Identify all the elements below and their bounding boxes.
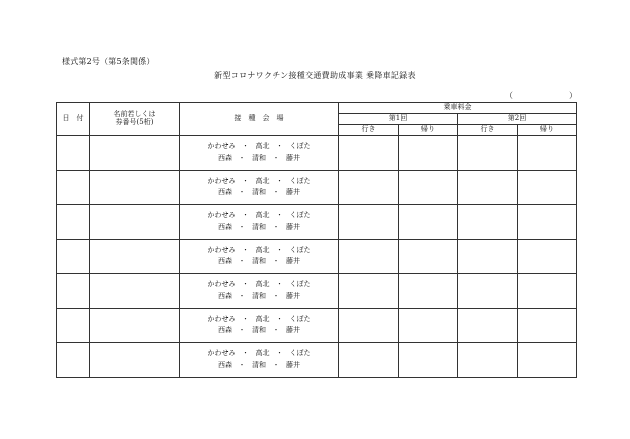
header-trip2: 第2回 bbox=[458, 114, 577, 125]
venue-separator: ・ bbox=[272, 188, 280, 197]
venue-name: くぼた bbox=[289, 314, 311, 323]
venue-cell bbox=[180, 136, 339, 171]
venue-name: 西森 bbox=[218, 153, 232, 162]
venue-line2 bbox=[180, 327, 338, 335]
trip1-return-cell[interactable] bbox=[399, 308, 458, 343]
venue-separator: ・ bbox=[242, 142, 249, 151]
table-row bbox=[57, 170, 577, 205]
header-venue: 接 種 会 場 bbox=[180, 103, 339, 136]
trip1-outbound-cell[interactable] bbox=[339, 274, 399, 309]
venue-name: くぼた bbox=[289, 349, 311, 358]
header-name-line2: 券番号(5桁) bbox=[115, 118, 154, 126]
venue-name: くぼた bbox=[289, 280, 311, 289]
trip1-return-cell[interactable] bbox=[399, 136, 458, 171]
header-name bbox=[90, 103, 180, 136]
trip2-return-cell[interactable] bbox=[518, 239, 577, 274]
venue-line2 bbox=[180, 258, 338, 266]
venue-name: くぼた bbox=[289, 211, 311, 220]
trip2-return-cell[interactable] bbox=[518, 274, 577, 309]
venue-separator: ・ bbox=[242, 280, 249, 289]
venue-separator: ・ bbox=[276, 314, 283, 323]
header-fare: 乗車料金 bbox=[339, 103, 577, 114]
venue-name: 藤井 bbox=[286, 222, 300, 231]
table-row bbox=[57, 274, 577, 309]
venue-separator: ・ bbox=[238, 326, 246, 335]
name-cell[interactable] bbox=[90, 170, 180, 205]
venue-name: 清和 bbox=[252, 188, 266, 197]
paren-field bbox=[505, 90, 577, 101]
venue-separator: ・ bbox=[242, 176, 249, 185]
venue-separator: ・ bbox=[238, 257, 246, 266]
name-cell[interactable] bbox=[90, 274, 180, 309]
trip1-outbound-cell[interactable] bbox=[339, 239, 399, 274]
venue-name: 藤井 bbox=[286, 188, 300, 197]
table-row bbox=[57, 239, 577, 274]
venue-separator: ・ bbox=[242, 245, 249, 254]
venue-cell bbox=[180, 343, 339, 378]
header-name-line1: 名前若しくは bbox=[113, 110, 156, 119]
venue-separator: ・ bbox=[272, 153, 280, 162]
venue-separator: ・ bbox=[272, 360, 280, 369]
venue-line2 bbox=[180, 224, 338, 232]
trip1-return-cell[interactable] bbox=[399, 274, 458, 309]
venue-line1 bbox=[180, 143, 338, 151]
venue-line1 bbox=[180, 316, 338, 324]
venue-separator: ・ bbox=[238, 222, 246, 231]
trip1-return-cell[interactable] bbox=[399, 170, 458, 205]
venue-separator: ・ bbox=[276, 142, 283, 151]
form-id: 様式第2号（第5条関係） bbox=[62, 57, 155, 66]
trip2-outbound-cell[interactable] bbox=[458, 170, 518, 205]
name-cell[interactable] bbox=[90, 136, 180, 171]
venue-cell bbox=[180, 308, 339, 343]
venue-name: 西森 bbox=[218, 291, 232, 300]
venue-name: 藤井 bbox=[286, 291, 300, 300]
venue-name: 藤井 bbox=[286, 257, 300, 266]
table-row bbox=[57, 343, 577, 378]
venue-separator: ・ bbox=[276, 245, 283, 254]
venue-name: 西森 bbox=[218, 257, 232, 266]
name-cell[interactable] bbox=[90, 343, 180, 378]
trip2-outbound-cell[interactable] bbox=[458, 274, 518, 309]
venue-name: かわせみ bbox=[207, 280, 236, 289]
venue-line2 bbox=[180, 155, 338, 163]
trip2-outbound-cell[interactable] bbox=[458, 205, 518, 240]
header-trip2-return: 帰り bbox=[518, 125, 577, 136]
venue-name: 西森 bbox=[218, 222, 232, 231]
venue-name: 藤井 bbox=[286, 360, 300, 369]
table-row bbox=[57, 136, 577, 171]
venue-name: かわせみ bbox=[207, 142, 236, 151]
date-cell[interactable] bbox=[57, 239, 90, 274]
trip1-return-cell[interactable] bbox=[399, 205, 458, 240]
trip2-outbound-cell[interactable] bbox=[458, 239, 518, 274]
venue-name: 清和 bbox=[252, 326, 266, 335]
venue-cell bbox=[180, 170, 339, 205]
date-cell[interactable] bbox=[57, 308, 90, 343]
trip2-return-cell[interactable] bbox=[518, 308, 577, 343]
venue-name: かわせみ bbox=[207, 211, 236, 220]
venue-name: 清和 bbox=[252, 360, 266, 369]
venue-name: 高北 bbox=[255, 176, 270, 185]
venue-name: かわせみ bbox=[207, 245, 236, 254]
name-cell[interactable] bbox=[90, 205, 180, 240]
venue-name: 西森 bbox=[218, 360, 232, 369]
venue-cell bbox=[180, 274, 339, 309]
venue-separator: ・ bbox=[276, 349, 283, 358]
venue-name: くぼた bbox=[289, 176, 311, 185]
venue-separator: ・ bbox=[276, 280, 283, 289]
venue-line1 bbox=[180, 178, 338, 186]
venue-separator: ・ bbox=[238, 360, 246, 369]
venue-name: 西森 bbox=[218, 326, 232, 335]
name-cell[interactable] bbox=[90, 239, 180, 274]
date-cell[interactable] bbox=[57, 205, 90, 240]
trip2-outbound-cell[interactable] bbox=[458, 136, 518, 171]
trip1-outbound-cell[interactable] bbox=[339, 343, 399, 378]
trip2-return-cell[interactable] bbox=[518, 205, 577, 240]
venue-name: 高北 bbox=[255, 349, 270, 358]
trip2-outbound-cell[interactable] bbox=[458, 308, 518, 343]
venue-separator: ・ bbox=[272, 326, 280, 335]
venue-line2 bbox=[180, 362, 338, 370]
trip2-return-cell[interactable] bbox=[518, 170, 577, 205]
page-title: 新型コロナワクチン接種交通費助成事業 乗降車記録表 bbox=[214, 71, 416, 80]
trip2-return-cell[interactable] bbox=[518, 136, 577, 171]
header-trip1-return: 帰り bbox=[399, 125, 458, 136]
venue-line1 bbox=[180, 212, 338, 220]
venue-separator: ・ bbox=[242, 211, 249, 220]
paren-open: （ bbox=[505, 91, 513, 100]
venue-name: 清和 bbox=[252, 222, 266, 231]
trip1-outbound-cell[interactable] bbox=[339, 205, 399, 240]
name-cell[interactable] bbox=[90, 308, 180, 343]
venue-separator: ・ bbox=[276, 176, 283, 185]
venue-name: 高北 bbox=[255, 314, 270, 323]
paren-close: ） bbox=[569, 91, 577, 100]
venue-line2 bbox=[180, 189, 338, 197]
date-cell[interactable] bbox=[57, 170, 90, 205]
venue-name: 清和 bbox=[252, 291, 266, 300]
table-row bbox=[57, 205, 577, 240]
trip1-return-cell[interactable] bbox=[399, 239, 458, 274]
venue-separator: ・ bbox=[276, 211, 283, 220]
venue-separator: ・ bbox=[242, 314, 249, 323]
venue-line1 bbox=[180, 350, 338, 358]
venue-separator: ・ bbox=[272, 222, 280, 231]
venue-separator: ・ bbox=[242, 349, 249, 358]
trip2-return-cell[interactable] bbox=[518, 343, 577, 378]
trip1-outbound-cell[interactable] bbox=[339, 136, 399, 171]
trip1-outbound-cell[interactable] bbox=[339, 170, 399, 205]
venue-line1 bbox=[180, 281, 338, 289]
venue-name: かわせみ bbox=[207, 314, 236, 323]
date-cell[interactable] bbox=[57, 136, 90, 171]
trip2-outbound-cell[interactable] bbox=[458, 343, 518, 378]
date-cell[interactable] bbox=[57, 274, 90, 309]
venue-name: 藤井 bbox=[286, 153, 300, 162]
venue-name: 高北 bbox=[255, 211, 270, 220]
date-cell[interactable] bbox=[57, 343, 90, 378]
venue-cell bbox=[180, 205, 339, 240]
trip1-return-cell[interactable] bbox=[399, 343, 458, 378]
venue-separator: ・ bbox=[238, 153, 246, 162]
venue-name: 藤井 bbox=[286, 326, 300, 335]
venue-name: かわせみ bbox=[207, 176, 236, 185]
trip1-outbound-cell[interactable] bbox=[339, 308, 399, 343]
venue-separator: ・ bbox=[238, 291, 246, 300]
header-trip1-outbound: 行き bbox=[339, 125, 399, 136]
venue-name: くぼた bbox=[289, 245, 311, 254]
venue-name: 西森 bbox=[218, 188, 232, 197]
venue-name: 高北 bbox=[255, 245, 270, 254]
venue-line2 bbox=[180, 293, 338, 301]
table-row bbox=[57, 308, 577, 343]
venue-name: 高北 bbox=[255, 142, 270, 151]
header-date: 日 付 bbox=[57, 103, 90, 136]
venue-separator: ・ bbox=[238, 188, 246, 197]
venue-name: くぼた bbox=[289, 142, 311, 151]
venue-name: 高北 bbox=[255, 280, 270, 289]
venue-name: 清和 bbox=[252, 257, 266, 266]
venue-cell bbox=[180, 239, 339, 274]
venue-line1 bbox=[180, 247, 338, 255]
venue-separator: ・ bbox=[272, 257, 280, 266]
header-trip2-outbound: 行き bbox=[458, 125, 518, 136]
venue-separator: ・ bbox=[272, 291, 280, 300]
header-trip1: 第1回 bbox=[339, 114, 458, 125]
venue-name: 清和 bbox=[252, 153, 266, 162]
venue-name: かわせみ bbox=[207, 349, 236, 358]
record-table bbox=[56, 102, 577, 378]
